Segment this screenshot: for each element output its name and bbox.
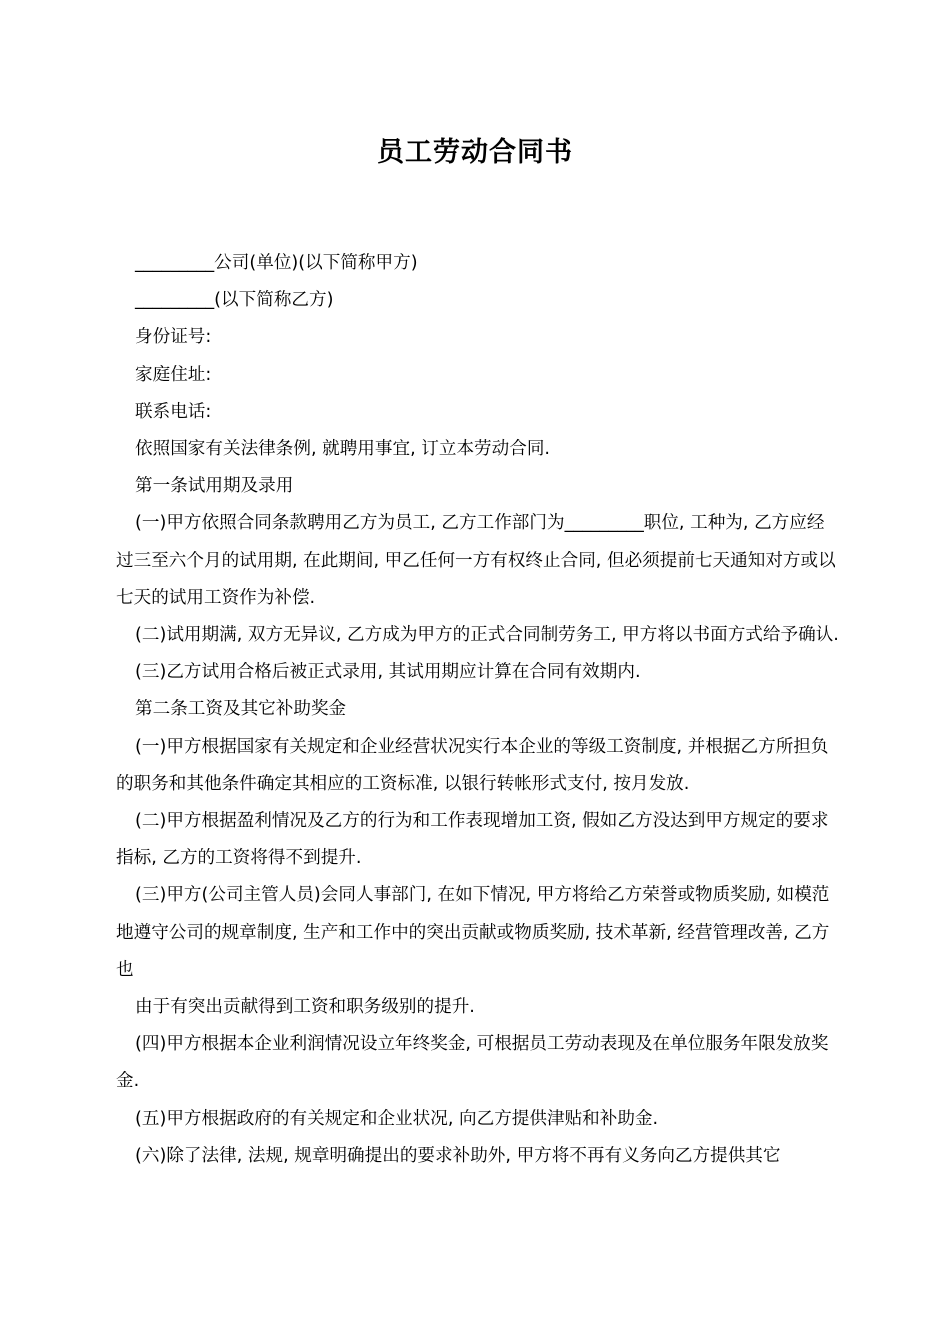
article-1-clause-2: (二)试用期满, 双方无异议, 乙方成为甲方的正式合同制劳务工, 甲方将以书面方式给予确认. — [135, 625, 839, 646]
document-title: 员工劳动合同书 — [377, 137, 573, 168]
article-1-heading: 第一条试用期及录用 — [135, 476, 294, 497]
document-body — [116, 245, 840, 1175]
article-2-heading: 第二条工资及其它补助奖金 — [135, 699, 347, 720]
article-2-clause-4: (四)甲方根据本企业利润情况设立年终奖金, 可根据员工劳动表现及在单位服务年限发放奖金. — [116, 1034, 829, 1092]
id-number-field: 身份证号: — [135, 327, 212, 348]
article-2-clause-6: (六)除了法律, 法规, 规章明确提出的要求补助外, 甲方将不再有义务向乙方提供其它 — [135, 1145, 781, 1166]
article-1-clause-1: (一)甲方依照合同条款聘用乙方为员工, 乙方工作部门为_________职位, 工种为, 乙方应经过三至六个月的试用期, 在此期间, 甲乙任何一方有权终止合同, 但必须提前七天通知对方或以七天的试用工资作为补偿. — [116, 513, 836, 608]
article-2-clause-3: (三)甲方(公司主管人员)会同人事部门, 在如下情况, 甲方将给乙方荣誉或物质奖励, 如模范地遵守公司的规章制度, 生产和工作中的突出贡献或物质奖励, 技术革新, 经营管理改善, 乙方也 — [116, 885, 830, 980]
home-address-field: 家庭住址: — [135, 364, 212, 385]
article-2-clause-3-continued: 由于有突出贡献得到工资和职务级别的提升. — [135, 997, 475, 1018]
article-2-clause-5: (五)甲方根据政府的有关规定和企业状况, 向乙方提供津贴和补助金. — [135, 1108, 659, 1129]
article-2-clause-2: (二)甲方根据盈利情况及乙方的行为和工作表现增加工资, 假如乙方没达到甲方规定的要求指标, 乙方的工资将得不到提升. — [116, 811, 829, 869]
party-a-line: _________公司(单位)(以下简称甲方) — [135, 253, 418, 273]
preamble: 依照国家有关法律条例, 就聘用事宜, 订立本劳动合同. — [135, 439, 551, 460]
article-1-clause-3: (三)乙方试用合格后被正式录用, 其试用期应计算在合同有效期内. — [135, 662, 641, 683]
phone-field: 联系电话: — [135, 401, 212, 422]
party-b-line: _________(以下简称乙方) — [135, 290, 334, 311]
article-2-clause-1: (一)甲方根据国家有关规定和企业经营状况实行本企业的等级工资制度, 并根据乙方所担负的职务和其他条件确定其相应的工资标准, 以银行转帐形式支付, 按月发放. — [116, 736, 829, 794]
